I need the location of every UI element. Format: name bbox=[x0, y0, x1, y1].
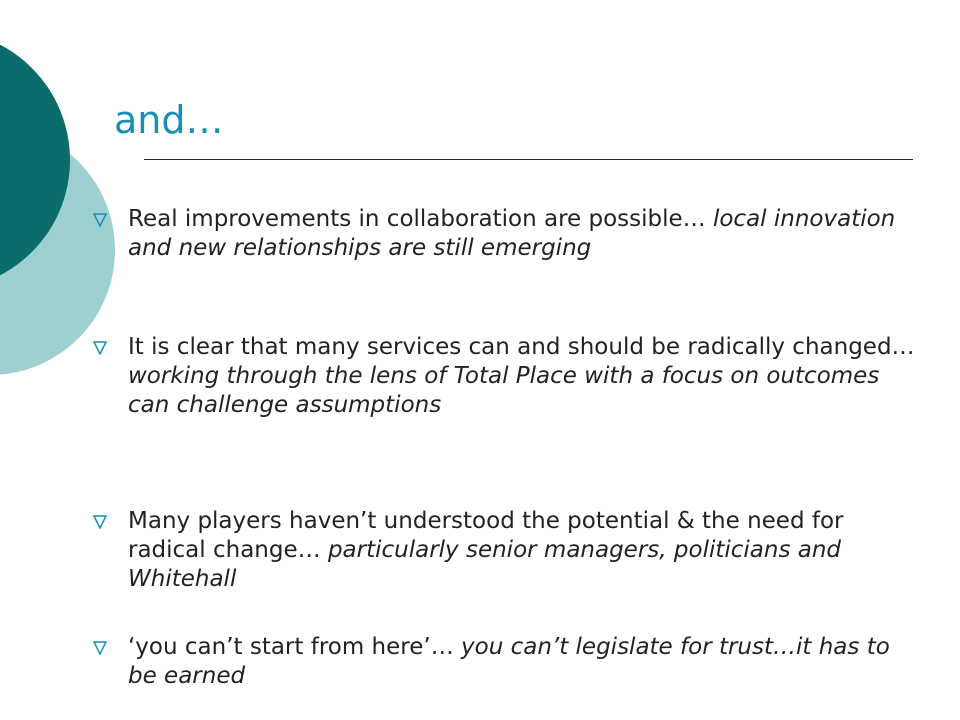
bullet-text-normal: ‘you can’t start from here’… bbox=[128, 634, 462, 660]
bullet-text-normal: Many players haven’t understood the potential & the need for radical change… bbox=[128, 508, 844, 563]
bullet-text-italic: working through the lens of Total Place with a focus on outcomes can challenge assumptions bbox=[128, 363, 880, 418]
bullet-text bbox=[128, 507, 922, 594]
bullet-item bbox=[82, 507, 922, 594]
bullet-item bbox=[82, 205, 922, 263]
bullet-text-italic: you can’t legislate for trust…it has to be earned bbox=[128, 634, 890, 689]
bullet-text bbox=[128, 205, 922, 263]
bullet-item bbox=[82, 333, 922, 420]
slide-title: and… bbox=[114, 98, 224, 142]
bullet-text bbox=[128, 333, 922, 420]
hollow-diamond-icon bbox=[92, 341, 108, 355]
bullet-item bbox=[82, 633, 922, 691]
bullet-text bbox=[128, 633, 922, 691]
title-divider bbox=[144, 159, 913, 160]
bullet-text-normal: Real improvements in collaboration are possible… bbox=[128, 206, 713, 232]
hollow-diamond-icon bbox=[92, 213, 108, 227]
hollow-diamond-icon bbox=[92, 641, 108, 655]
bullet-text-normal: It is clear that many services can and should be radically changed… bbox=[128, 334, 915, 360]
bullet-text-italic: particularly senior managers, politicians and Whitehall bbox=[128, 537, 842, 592]
hollow-diamond-icon bbox=[92, 515, 108, 529]
bullet-text-italic: local innovation and new relationships are still emerging bbox=[128, 206, 896, 261]
